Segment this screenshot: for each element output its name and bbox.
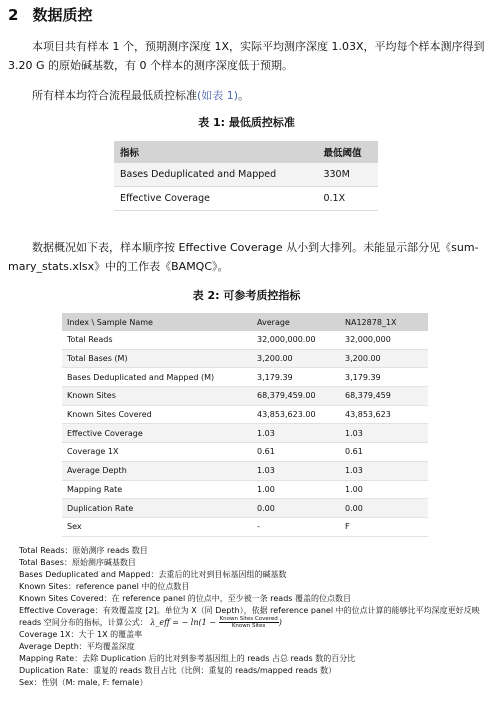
header-average: Average — [252, 313, 340, 331]
note-line: Known Sites：reference panel 中的位点数目 — [19, 581, 190, 591]
note-line: Total Reads：原始测序 reads 数目 — [19, 546, 148, 555]
average-cell: 3,200.00 — [252, 349, 340, 368]
sample-cell: 1.00 — [340, 480, 428, 499]
average-cell: 32,000,000.00 — [252, 331, 340, 349]
table-row — [62, 499, 428, 518]
metric-cell: Effective Coverage — [114, 187, 317, 211]
table-row — [62, 424, 428, 443]
summary-paragraph: 本项目共有样本 1 个，预期测序深度 1X，实际平均测序深度 1.03X，平均每个样本测序得到 3.20 G 的原始碱基数，有 0 个样本的测序深度低于预期。 — [8, 40, 485, 72]
table-row — [114, 187, 378, 211]
index-cell: Sex — [62, 517, 252, 536]
table-row — [62, 480, 428, 499]
index-cell: Bases Deduplicated and Mapped (M) — [62, 368, 252, 387]
header-metric: 指标 — [114, 141, 317, 163]
table-header-row — [62, 313, 428, 331]
note-text: reads 空间分布的指标，计算公式： — [19, 618, 148, 628]
index-cell: Duplication Rate — [62, 499, 252, 518]
table-row — [62, 517, 428, 536]
index-cell: Mapping Rate — [62, 480, 252, 499]
average-cell: 43,853,623.00 — [252, 405, 340, 424]
threshold-cell: 330M — [317, 163, 378, 187]
table-row — [62, 349, 428, 368]
average-cell: 3,179.39 — [252, 368, 340, 387]
index-cell: Known Sites Covered — [62, 405, 252, 424]
threshold-cell: 0.1X — [317, 187, 378, 211]
index-cell: Effective Coverage — [62, 424, 252, 443]
sample-cell: 0.00 — [340, 499, 428, 518]
note-line: Duplication Rate：重复的 reads 数目占比（比例：重复的 reads/mapped reads 数） — [19, 666, 337, 676]
fraction-numerator: Known Sites Covered — [219, 616, 278, 623]
sample-cell: 0.61 — [340, 443, 428, 462]
note-line: Bases Deduplicated and Mapped：去重后的比对到目标基因组的碱基数 — [19, 569, 287, 579]
average-cell: - — [252, 517, 340, 536]
table-row — [62, 405, 428, 424]
average-cell: 68,379,459.00 — [252, 387, 340, 406]
formula-close: ) — [278, 618, 282, 628]
note-line-formula — [19, 616, 489, 629]
average-cell: 0.61 — [252, 443, 340, 462]
note-line: Sex：性别（M: male, F: female） — [19, 678, 148, 688]
index-cell: Total Reads — [62, 331, 252, 349]
table-row — [114, 163, 378, 187]
table-row — [62, 443, 428, 462]
sample-cell: 32,000,000 — [340, 331, 428, 349]
qc-metrics-table — [62, 313, 428, 537]
average-cell: 1.03 — [252, 461, 340, 480]
note-line: Known Sites Covered：在 reference panel 的位点中，至少被一条 reads 覆盖的位点数目 — [19, 593, 351, 603]
sample-cell: 3,200.00 — [340, 349, 428, 368]
fraction-denominator: Known Sites — [231, 623, 266, 630]
standard-text: 所有样本均符合流程最低质控标准 — [32, 89, 197, 102]
note-line: Effective Coverage：有效覆盖度 [2]。单位为 X（同 Depth），依据 reference panel 中的位点计算的能够比平均深度更好反映 — [19, 605, 480, 615]
note-line: Mapping Rate：去除 Duplication 后的比对到参考基因组上的 reads 占总 reads 数的百分比 — [19, 654, 356, 664]
sample-cell: 3,179.39 — [340, 368, 428, 387]
table-reference-link[interactable]: (如表 1) — [197, 89, 239, 102]
sample-cell: 1.03 — [340, 461, 428, 480]
formula-fraction — [219, 616, 279, 629]
table-row — [62, 368, 428, 387]
header-threshold: 最低阈值 — [317, 141, 378, 163]
table-header-row — [114, 141, 378, 163]
index-cell: Coverage 1X — [62, 443, 252, 462]
min-qc-standard-table — [114, 141, 378, 211]
header-sample: NA12878_1X — [340, 313, 428, 331]
average-cell: 0.00 — [252, 499, 340, 518]
note-line: Total Bases：原始测序碱基数目 — [19, 557, 136, 567]
formula-lhs: λ_eff = − ln(1 − — [150, 618, 216, 628]
overview-paragraph: 数据概况如下表，样本顺序按 Effective Coverage 从小到大排列。未能显示部分见《sum-mary_stats.xlsx》中的工作表《BAMQC》。 — [8, 241, 479, 273]
sample-cell: F — [340, 517, 428, 536]
standard-paragraph — [8, 86, 485, 105]
table-row — [62, 331, 428, 349]
sample-cell: 1.03 — [340, 424, 428, 443]
metric-cell: Bases Deduplicated and Mapped — [114, 163, 317, 187]
sample-cell: 68,379,459 — [340, 387, 428, 406]
note-line: Coverage 1X：大于 1X 的覆盖率 — [19, 630, 143, 640]
average-cell: 1.03 — [252, 424, 340, 443]
section-number: 2 — [8, 6, 19, 24]
index-cell: Known Sites — [62, 387, 252, 406]
table-row — [62, 461, 428, 480]
sample-cell: 43,853,623 — [340, 405, 428, 424]
period: 。 — [238, 89, 250, 102]
table1-caption: 表 1: 最低质控标准 — [198, 116, 295, 129]
table-row — [62, 387, 428, 406]
section-title: 数据质控 — [32, 6, 93, 24]
header-index: Index \ Sample Name — [62, 313, 252, 331]
index-cell: Total Bases (M) — [62, 349, 252, 368]
index-cell: Average Depth — [62, 461, 252, 480]
average-cell: 1.00 — [252, 480, 340, 499]
table2-caption: 表 2: 可参考质控指标 — [192, 289, 301, 302]
metric-notes — [19, 545, 489, 689]
section-heading — [8, 4, 92, 25]
note-line: Average Depth：平均覆盖深度 — [19, 642, 135, 652]
